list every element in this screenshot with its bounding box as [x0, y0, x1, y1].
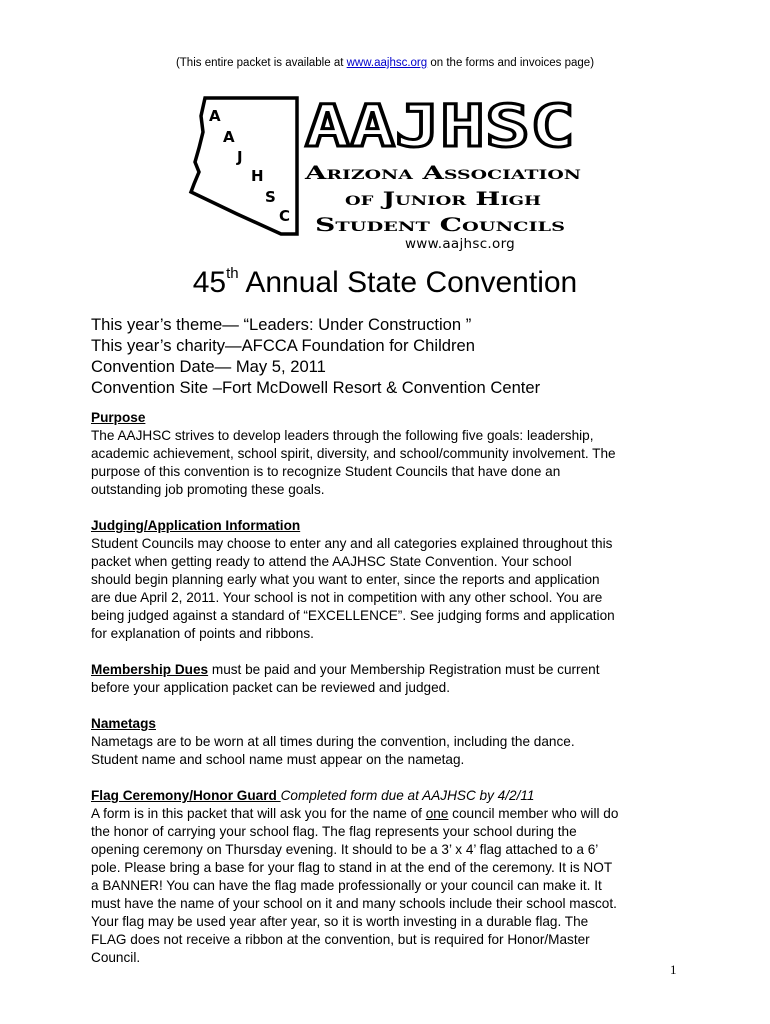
logo-letter-j: J: [237, 148, 243, 166]
flag-line: opening ceremony on Thursday evening. It should to be a 3’ x 4’ flag attached to a 6’: [91, 842, 599, 857]
purpose-section: [91, 409, 691, 499]
logo-line-3: Student Councils: [315, 214, 565, 236]
note-prefix: (This entire packet is available at: [175, 57, 347, 69]
flag-due-note: Completed form due at AAJHSC by 4/2/11: [280, 788, 535, 803]
aajhsc-logo: [185, 92, 585, 242]
flag-line: a BANNER! You can have the flag made professionally or your council can make it. It: [91, 878, 602, 893]
logo-line-1: Arizona Association: [303, 162, 582, 184]
flag-section: [91, 787, 691, 967]
nametags-line: Nametags are to be worn at all times during the convention, including the dance.: [91, 734, 575, 749]
logo-acronym: AAJHSC: [305, 92, 575, 160]
judging-line: should begin planning early what you want to enter, since the reports and application: [91, 572, 600, 587]
logo-letter-c: C: [279, 207, 291, 225]
title-ordinal-number: 45: [192, 266, 227, 299]
note-suffix: on the forms and invoices page): [427, 57, 595, 69]
membership-line: before your application packet can be reviewed and judged.: [91, 680, 450, 695]
logo-url: www.aajhsc.org: [404, 236, 516, 252]
nametags-section: [91, 715, 691, 769]
flag-emphasis: one: [425, 806, 449, 821]
logo-letter-a2: A: [223, 128, 235, 146]
flag-heading: Flag Ceremony/Honor Guard: [91, 788, 281, 803]
flag-line: council member who will do: [448, 806, 619, 821]
website-link[interactable]: www.aajhsc.org: [346, 57, 428, 69]
document-body: [91, 409, 691, 967]
info-site: Convention Site –Fort McDowell Resort & Convention Center: [91, 378, 541, 397]
flag-line: must have the name of your school on it and many schools include their school mascot.: [91, 896, 617, 911]
page-title: [0, 266, 770, 300]
purpose-heading: Purpose: [91, 410, 146, 425]
purpose-line: outstanding job promoting these goals.: [91, 482, 325, 497]
flag-line: pole. Please bring a base for your flag to stand in at the end of the ceremony. It is NOT: [91, 860, 613, 875]
title-text: Annual State Convention: [238, 266, 578, 299]
flag-line: the honor of carrying your school flag. The flag represents your school during the: [91, 824, 577, 839]
convention-info: [91, 314, 540, 398]
info-date: Convention Date— May 5, 2011: [91, 357, 326, 376]
purpose-line: academic achievement, school spirit, diversity, and school/community involvement. The: [91, 446, 616, 461]
membership-heading: Membership Dues: [91, 662, 209, 677]
judging-line: are due April 2, 2011. Your school is not in competition with any other school. You are: [91, 590, 603, 605]
flag-line: A form is in this packet that will ask you for the name of: [91, 806, 426, 821]
membership-section: [91, 661, 691, 697]
judging-section: [91, 517, 691, 643]
page-number: 1: [670, 962, 677, 977]
title-ordinal-suffix: th: [226, 265, 239, 282]
nametags-line: Student name and school name must appear on the nametag.: [91, 752, 465, 767]
packet-availability-note: [0, 57, 770, 69]
logo-letter-h: H: [251, 167, 264, 185]
nametags-heading: Nametags: [91, 716, 156, 731]
membership-line: must be paid and your Membership Registration must be current: [208, 662, 600, 677]
logo-line-2: of Junior High: [345, 188, 541, 210]
flag-line: Council.: [91, 950, 141, 965]
judging-heading: Judging/Application Information: [91, 518, 301, 533]
info-theme: This year’s theme— “Leaders: Under Construction ”: [91, 315, 472, 334]
purpose-line: The AAJHSC strives to develop leaders through the following five goals: leadership,: [91, 428, 594, 443]
judging-line: being judged against a standard of “EXCELLENCE”. See judging forms and application: [91, 608, 615, 623]
purpose-line: purpose of this convention is to recognize Student Councils that have done an: [91, 464, 561, 479]
logo-letter-a1: A: [209, 107, 221, 125]
judging-line: for explanation of points and ribbons.: [91, 626, 314, 641]
logo-letter-s: S: [265, 188, 276, 206]
flag-line: FLAG does not receive a ribbon at the convention, but is required for Honor/Master: [91, 932, 590, 947]
judging-line: packet when getting ready to attend the AAJHSC State Convention. Your school: [91, 554, 572, 569]
flag-line: Your flag may be used year after year, so it is worth investing in a durable flag. The: [91, 914, 589, 929]
judging-line: Student Councils may choose to enter any and all categories explained throughout this: [91, 536, 613, 551]
info-charity: This year’s charity—AFCCA Foundation for Children: [91, 336, 475, 355]
